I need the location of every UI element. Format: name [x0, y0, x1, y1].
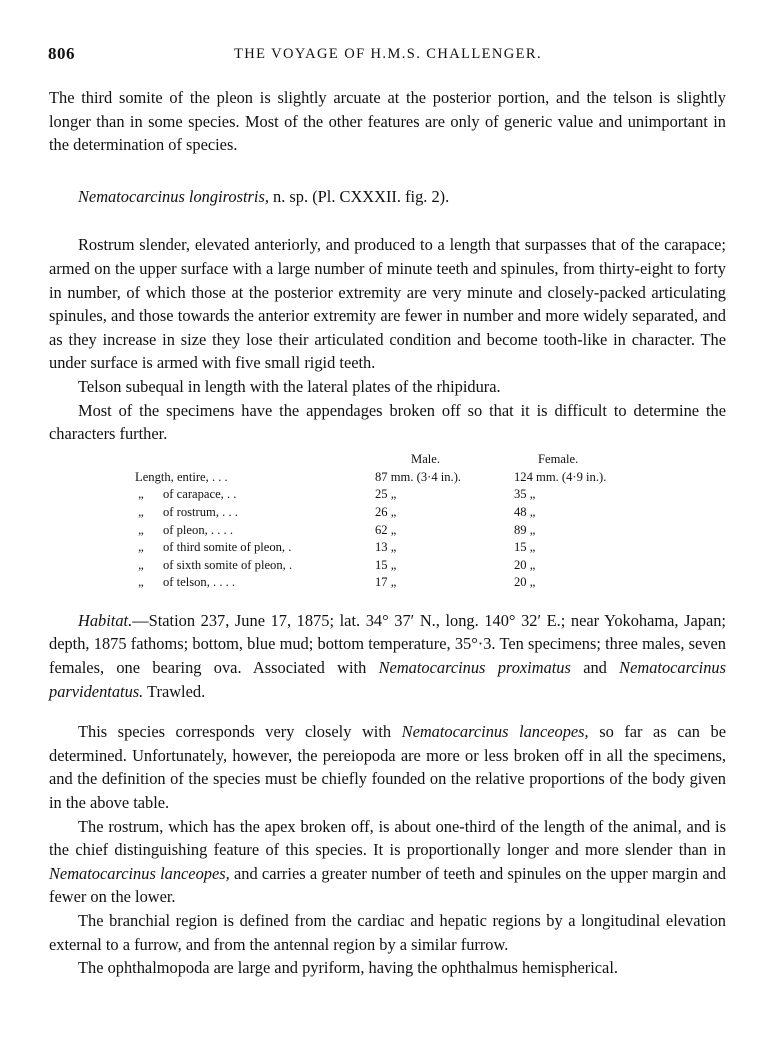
species-reference: Nematocarcinus lanceopes, — [401, 722, 589, 742]
row-label: of rostrum, . — [163, 504, 226, 519]
table-row — [135, 504, 606, 522]
female-value: 20 „ — [514, 575, 536, 590]
table-row — [135, 486, 606, 504]
male-value: 87 mm. (3·4 in.). — [375, 469, 462, 484]
intro-paragraph: The third somite of the pleon is slightly arcuate at the posterior portion, and the telson is slightly longer than in some species. Most of the other features are only of generic value and unimportant in the determination of species. — [49, 88, 726, 155]
table-row — [135, 557, 606, 575]
remarks-text: The rostrum, which has the apex broken off, is about one-third of the length of the animal, and is the chief distinguishing feature of this species. It is proportionally longer and more slender than in — [49, 816, 726, 860]
male-value: 13 „ — [375, 540, 397, 555]
measurements-header-row — [135, 450, 606, 469]
species-heading — [49, 185, 726, 209]
remarks-paragraph-4: The ophthalmopoda are large and pyriform, having the ophthalmus hemispherical. — [78, 958, 618, 978]
ditto-mark: „ — [135, 522, 144, 537]
ditto-mark: „ — [135, 487, 144, 502]
male-value: 62 „ — [375, 522, 397, 537]
habitat-paragraph — [49, 609, 726, 703]
table-row — [135, 522, 606, 540]
ditto-mark: „ — [135, 557, 144, 572]
habitat-label: Habitat. — [78, 610, 133, 630]
female-value: 20 „ — [514, 557, 536, 572]
remarks-text: This species corresponds very closely with — [78, 722, 402, 742]
description-paragraph-2: Telson subequal in length with the lateral plates of the rhipidura. — [78, 376, 501, 396]
remarks-paragraph-3: The branchial region is defined from the cardiac and hepatic regions by a longitudinal elevation external to a furrow, and from the antennal region by a similar furrow. — [49, 911, 726, 954]
male-value: 26 „ — [375, 504, 397, 519]
leader-dots: . — [288, 540, 292, 555]
male-value: 25 „ — [375, 487, 397, 502]
leader-dots: . — [288, 557, 293, 572]
female-value: 35 „ — [514, 487, 536, 502]
row-label: of carapace, — [163, 487, 224, 502]
female-value: 89 „ — [514, 522, 536, 537]
female-value: 48 „ — [514, 504, 536, 519]
species-reference: Nematocarcinus lanceopes, — [49, 863, 230, 883]
ditto-mark: „ — [135, 504, 144, 519]
habitat-text: —Station 237, June 17, 1875; lat. 34° 37′ N., long. 140° 32′ E.; near Yokohama, Japan; depth, 1875 fathoms; bottom, blue mud; bottom temperature, 35°·3. Ten specimens; three males, seven females, one bearing ova. Associated with — [49, 610, 726, 678]
table-row — [135, 574, 606, 592]
description-paragraph-1: Rostrum slender, elevated anteriorly, and produced to a length that surpasses that of the carapace; armed on the upper surface with a large number of minute teeth and spinules, from thirty-eight to forty in number, of which those at the posterior extremity are very minute and closely-packed articulating spinules, and those towards the anterior extremity are fewer in number and more widely separated, and as they increase in size they lose their articulated condition and become tooth-like in character. The under surface is armed with five small rigid teeth. — [49, 235, 726, 373]
measurements-table — [135, 450, 606, 592]
remarks-paragraph-1 — [49, 720, 726, 814]
leader-dots: . . . — [211, 469, 228, 484]
leader-dots: . . . . — [210, 522, 233, 537]
leader-dots: . . . . — [213, 575, 236, 590]
row-label: of third somite of pleon, — [163, 540, 286, 555]
remarks-paragraph-2 — [49, 815, 726, 909]
female-value: 124 mm. (4·9 in.). — [514, 469, 607, 484]
leader-dots: . . — [226, 487, 237, 502]
male-value: 17 „ — [375, 575, 397, 590]
leader-dots: . . — [228, 504, 238, 519]
ditto-mark: „ — [135, 575, 144, 590]
description-paragraph-3: Most of the specimens have the appendages broken off so that it is difficult to determine the characters further. — [49, 400, 726, 444]
habitat-text: Trawled. — [143, 681, 206, 701]
associated-species-2: Nematocarcinus parvidentatus. — [49, 658, 726, 701]
running-title: THE VOYAGE OF H.M.S. CHALLENGER. — [234, 46, 542, 62]
row-label: of sixth somite of pleon, — [163, 557, 286, 572]
species-heading-name: Nematocarcinus longirostris, — [78, 186, 269, 206]
associated-species-1: Nematocarcinus proximatus — [378, 658, 571, 678]
remarks-text: and carries a greater number of teeth and spinules on the upper margin and fewer on the lower. — [49, 863, 727, 907]
male-column-header: Male. — [411, 451, 441, 466]
habitat-text: and — [570, 658, 620, 678]
row-label: of pleon, — [163, 522, 208, 537]
remarks-text: so far as can be determined. Unfortunately, however, the pereiopoda are more or less broken off in all the specimens, and the definition of the species must be chiefly founded on the relative proportions of the body given in the above table. — [49, 722, 727, 813]
page-body — [49, 86, 726, 980]
ditto-mark: „ — [135, 540, 144, 555]
row-label: Length, entire, — [135, 469, 209, 484]
species-heading-rest: n. sp. (Pl. CXXXII. fig. 2). — [268, 186, 450, 206]
page-header — [48, 44, 728, 68]
page-number: 806 — [48, 44, 75, 63]
male-value: 15 „ — [375, 557, 397, 572]
table-row — [135, 539, 606, 557]
female-column-header: Female. — [538, 451, 579, 466]
table-row — [135, 469, 606, 487]
row-label: of telson, — [163, 575, 210, 590]
female-value: 15 „ — [514, 540, 536, 555]
